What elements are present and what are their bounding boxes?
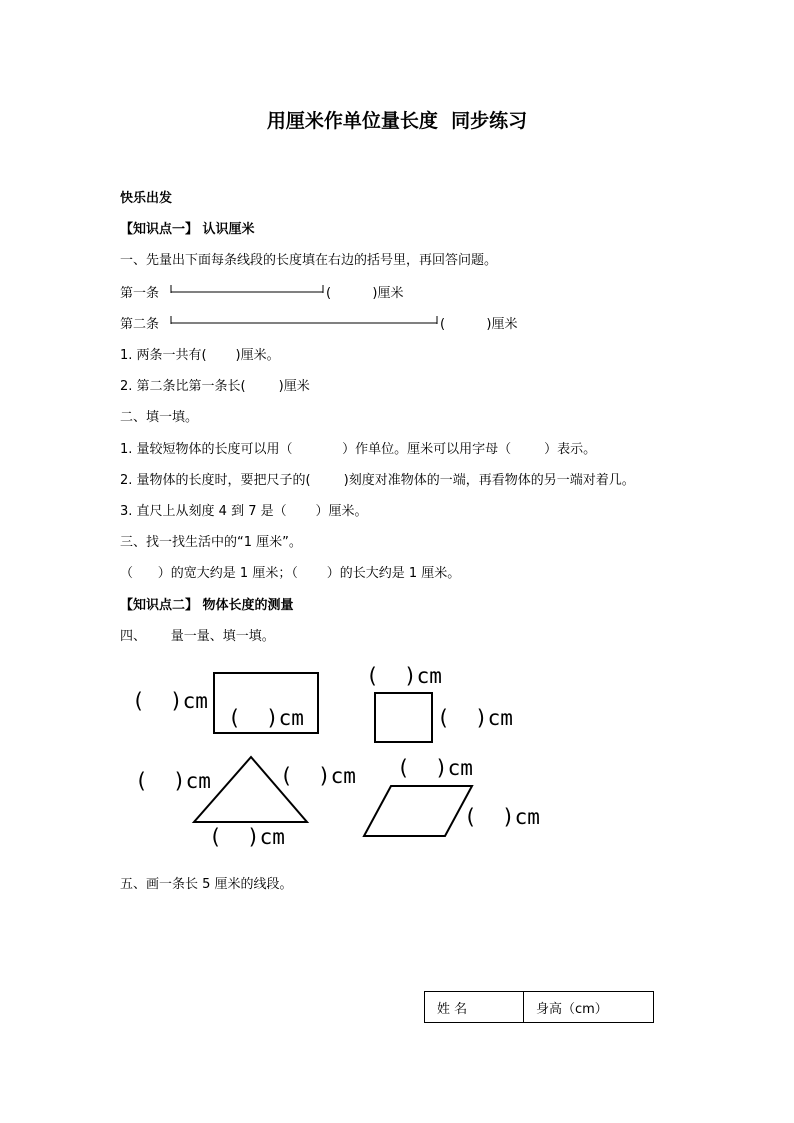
page-title: 用厘米作单位量长度 同步练习: [266, 110, 528, 132]
triangle-left-blank[interactable]: ( )cm: [135, 769, 211, 793]
section-heading: 快乐出发: [120, 191, 173, 206]
segment-2-answer-blank[interactable]: ( )厘米: [440, 317, 518, 332]
student-info-table: [424, 991, 654, 1023]
segment-2: [171, 316, 437, 324]
question-1-stem: 一、先量出下面每条线段的长度填在右边的括号里，再回答问题。: [120, 253, 498, 268]
question-2-sub-1: 1. 量较短物体的长度可以用（ ）作单位。厘米可以用字母（ ）表示。: [120, 442, 597, 457]
question-2-sub-2: 2. 量物体的长度时，要把尺子的( )刻度对准物体的一端，再看物体的另一端对着几。: [120, 473, 635, 488]
question-2-sub-3: 3. 直尺上从刻度 4 到 7 是（ ）厘米。: [120, 504, 368, 519]
square-shape: [375, 693, 432, 742]
triangle-base-blank[interactable]: ( )cm: [209, 825, 285, 849]
rectangle-height-blank[interactable]: ( )cm: [132, 689, 208, 713]
segment-1-answer-blank[interactable]: ( )厘米: [326, 286, 404, 301]
question-4-stem: 四、 量一量、填一填。: [120, 629, 275, 644]
knowledge-point-1-heading: 【知识点一】 认识厘米: [120, 222, 255, 237]
question-1-sub-1: 1. 两条一共有( )厘米。: [120, 348, 280, 363]
question-3-sub-1: （ ）的宽大约是 1 厘米；（ ）的长大约是 1 厘米。: [120, 566, 461, 581]
segment-1-label: 第一条: [120, 286, 160, 301]
question-3-stem: 三、找一找生活中的“1 厘米”。: [120, 535, 302, 550]
name-header-cell: 姓 名: [425, 992, 524, 1023]
question-2-stem: 二、填一填。: [120, 410, 199, 425]
rectangle-width-blank[interactable]: ( )cm: [228, 706, 304, 730]
knowledge-point-2-heading: 【知识点二】 物体长度的测量: [120, 598, 294, 613]
parallelogram-side-blank[interactable]: ( )cm: [464, 805, 540, 829]
question-1-sub-2: 2. 第二条比第一条长( )厘米: [120, 379, 310, 394]
height-header-cell: 身高（cm）: [524, 992, 654, 1023]
parallelogram-top-blank[interactable]: ( )cm: [397, 756, 473, 780]
square-top-blank[interactable]: ( )cm: [366, 664, 442, 688]
question-5-stem: 五、画一条长 5 厘米的线段。: [120, 877, 293, 892]
square-side-blank[interactable]: ( )cm: [437, 706, 513, 730]
triangle-right-blank[interactable]: ( )cm: [280, 764, 356, 788]
segment-2-label: 第二条: [120, 317, 160, 332]
segment-1: [171, 285, 323, 293]
parallelogram-shape: [364, 786, 472, 836]
